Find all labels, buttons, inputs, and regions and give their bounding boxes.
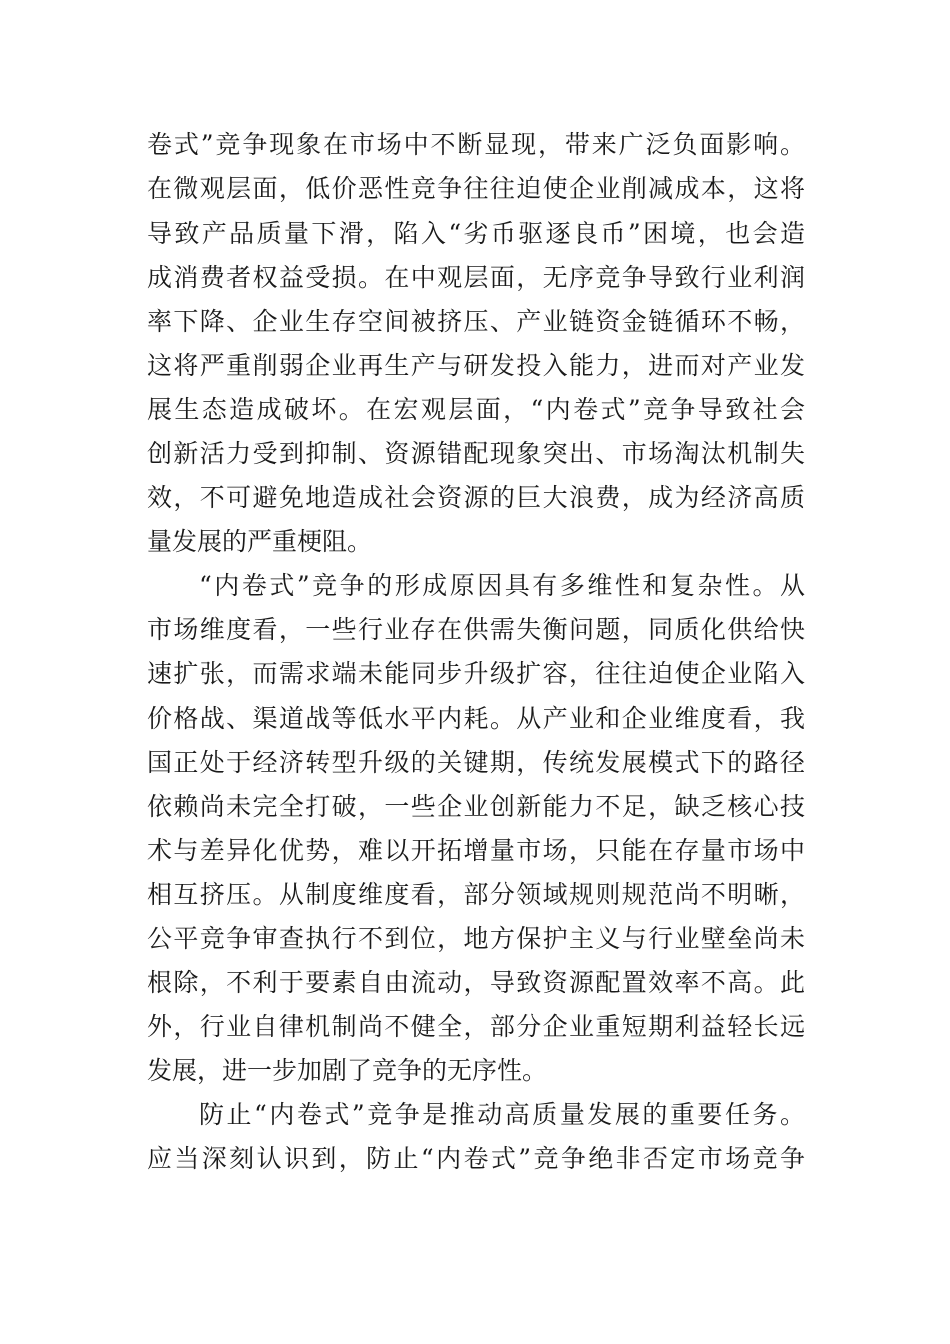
text-line-1: 卷式”竞争现象在市场中不断显现，带来广泛负面影响。: [147, 130, 805, 159]
text-line-21: 外，行业自律机制尚不健全，部分企业重短期利益轻长远: [147, 1012, 805, 1041]
text-line-24: 应当深刻认识到，防止“内卷式”竞争绝非否定市场竞争: [147, 1144, 805, 1173]
text-line-22: 发展，进一步加剧了竞争的无序性。: [147, 1056, 548, 1085]
text-line-20: 根除，不利于要素自由流动，导致资源配置效率不高。此: [147, 968, 805, 997]
text-line-14: 价格战、渠道战等低水平内耗。从产业和企业维度看，我: [147, 704, 805, 733]
text-line-8: 创新活力受到抑制、资源错配现象突出、市场淘汰机制失: [147, 439, 805, 468]
text-line-17: 术与差异化优势，难以开拓增量市场，只能在存量市场中: [147, 836, 805, 865]
paragraph-start-line-11: “内卷式”竞争的形成原因具有多维性和复杂性。从: [199, 571, 805, 600]
text-line-10: 量发展的严重梗阻。: [147, 527, 373, 556]
text-line-18: 相互挤压。从制度维度看，部分领域规则规范尚不明晰，: [147, 880, 805, 909]
text-line-2: 在微观层面，低价恶性竞争往往迫使企业削减成本，这将: [147, 174, 805, 203]
text-line-4: 成消费者权益受损。在中观层面，无序竞争导致行业利润: [147, 263, 805, 292]
text-line-9: 效，不可避免地造成社会资源的巨大浪费，成为经济高质: [147, 483, 805, 512]
text-line-7: 展生态造成破坏。在宏观层面，“内卷式”竞争导致社会: [147, 395, 805, 424]
text-line-3: 导致产品质量下滑，陷入“劣币驱逐良币”困境，也会造: [147, 219, 805, 248]
text-line-13: 速扩张，而需求端未能同步升级扩容，往往迫使企业陷入: [147, 659, 805, 688]
text-line-12: 市场维度看，一些行业存在供需失衡问题，同质化供给快: [147, 615, 805, 644]
text-line-19: 公平竞争审查执行不到位，地方保护主义与行业壁垒尚未: [147, 924, 805, 953]
paragraph-start-line-23: 防止“内卷式”竞争是推动高质量发展的重要任务。: [199, 1100, 805, 1129]
text-line-16: 依赖尚未完全打破，一些企业创新能力不足，缺乏核心技: [147, 792, 805, 821]
text-line-5: 率下降、企业生存空间被挤压、产业链资金链循环不畅，: [147, 307, 805, 336]
text-line-6: 这将严重削弱企业再生产与研发投入能力，进而对产业发: [147, 351, 805, 380]
text-line-15: 国正处于经济转型升级的关键期，传统发展模式下的路径: [147, 748, 805, 777]
